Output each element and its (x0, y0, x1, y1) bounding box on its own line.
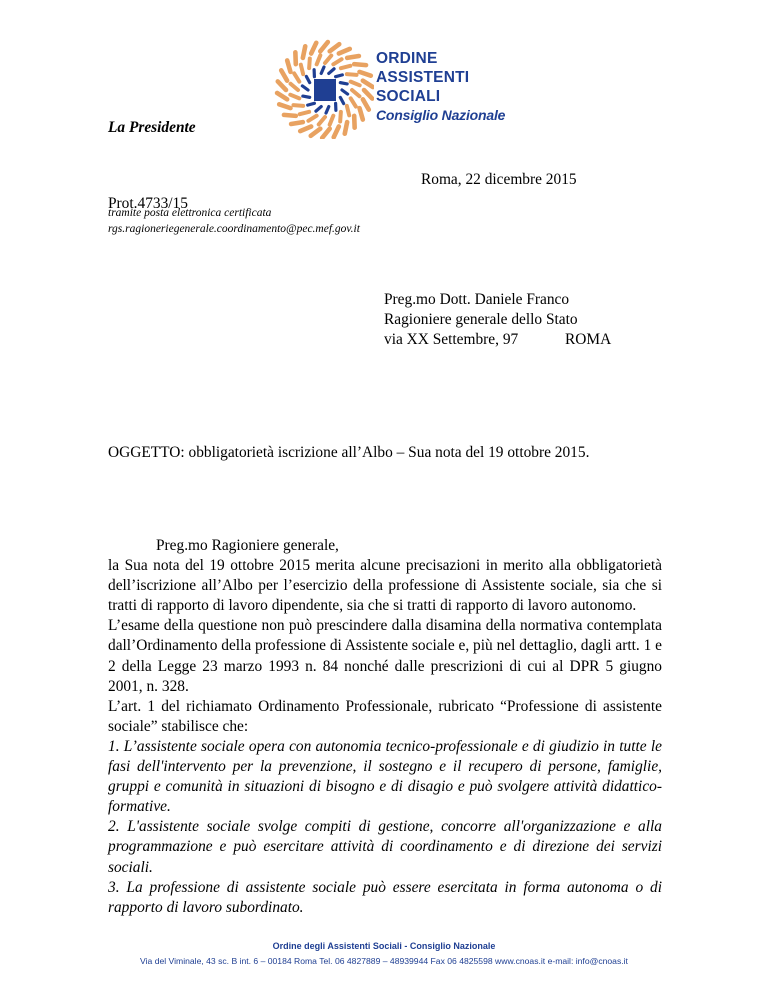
logo-ray (308, 116, 316, 121)
logo-ray (351, 82, 360, 86)
logo-ray (287, 60, 290, 71)
logo-ray (311, 129, 321, 136)
logo-ray (303, 46, 305, 58)
footer-organization: Ordine degli Assistenti Sociali - Consiglio Nazionale (272, 941, 496, 951)
logo-ray (306, 76, 309, 82)
logo-ray (309, 58, 310, 68)
logo-ray (322, 129, 330, 138)
logo-ray (316, 107, 321, 112)
logo-ray (352, 90, 359, 96)
logo-ray (279, 104, 290, 108)
quoted-clause-2: 2. L'assistente sociale svolge compiti di gestione, concorre all'organizzazione e alla programmazione e può esercitare attività di coordinamento e di direzione dei servizi sociali. (108, 818, 662, 876)
logo-ray (360, 72, 371, 76)
logo-ray (302, 86, 308, 90)
salutation: Preg.mo Ragioniere generale, (156, 537, 339, 554)
logo-ray (320, 42, 328, 51)
place-date: Roma, 22 dicembre 2015 (421, 171, 577, 188)
logo-ray (303, 96, 310, 97)
logo-text-line3: SOCIALI (376, 88, 441, 105)
logo-ray (347, 74, 357, 75)
logo-ray (363, 99, 369, 109)
logo-text-line4: Consiglio Nazionale (376, 107, 506, 123)
body-paragraph-3: L’art. 1 del richiamato Ordinamento Professionale, rubricato “Professione di assistente sociale” stabilisce che: (108, 697, 662, 735)
logo-ray (354, 64, 366, 65)
body-paragraph-2: L’esame della questione non può prescindere dalla disamina della normativa contemplata dall’Ordinamento della professione di Assistente sociale e, più nel dettaglio, dagli artt. 1 e 2 della Legge 23 marzo 1993 n. 84 nonché dalle prescrizioni di cui al DPR 5 giugno 2001, n. 328. (108, 617, 662, 695)
logo-ray (300, 112, 309, 114)
pec-address: rgs.ragioneriegenerale.coordinamento@pec.mef.gov.it (108, 223, 360, 235)
logo-ray (317, 55, 321, 64)
logo-sunburst-icon (274, 39, 374, 139)
recipient-title: Ragioniere generale dello Stato (384, 311, 578, 328)
logo-ray (301, 65, 303, 74)
recipient-city: ROMA (565, 331, 612, 348)
logo-ray (363, 81, 373, 87)
logo-ray (360, 108, 363, 119)
logo-ray (277, 93, 287, 99)
logo-ray (300, 126, 311, 131)
logo-ray (278, 81, 286, 90)
logo-ray (290, 95, 299, 99)
logo-ray (347, 106, 349, 115)
logo-ray (336, 75, 343, 77)
logo-ray (351, 98, 356, 106)
quoted-clause-1: 1. L’assistente sociale opera con autonomia tecnico-professionale e di giudizio in tutte le fasi dell'intervento per la prevenzione, il sostegno e il recupero di persone, famiglie, gruppi e comunità in situazioni di bisogno e di disagio e può svolgere attività didattico-formative. (108, 737, 662, 816)
logo-ray (347, 56, 359, 58)
logo-text-line1: ORDINE (376, 50, 438, 67)
logo-ray (326, 107, 329, 113)
body-paragraph-1: la Sua nota del 19 ottobre 2015 merita alcune precisazioni in merito alla obbligatorietà dell’iscrizione all’Albo per l’esercizio della professione di Assistente sociale, sia che si tratti di rapporto di lavoro dipendente, sia che si tratti di rapporto di lavoro autonomo. (108, 557, 662, 615)
quoted-clause-3: 3. La professione di assistente sociale può essere esercitata in forma autonoma o di rapporto di lavoro subordinato. (108, 878, 662, 916)
logo-ray (321, 67, 324, 73)
protocol-number: Prot.4733/15 (108, 195, 188, 212)
footer-contacts: Via del Viminale, 43 sc. B int. 6 – 00184 Roma Tel. 06 4827889 – 48939944 Fax 06 4825598 www.cnoas.it e-mail: info@cnoas.it (140, 956, 628, 966)
logo-ray (319, 117, 325, 124)
letter-subject: OGGETTO: obbligatorietà iscrizione all’Albo – Sua nota del 19 ottobre 2015. (108, 444, 590, 461)
logo-ray (341, 66, 350, 68)
logo-ray (311, 43, 316, 54)
recipient-address: via XX Settembre, 97 (384, 331, 519, 348)
logo-ray (330, 44, 340, 51)
sender-role: La Presidente (108, 119, 196, 136)
logo-ray (340, 83, 347, 84)
logo-text-line2: ASSISTENTI (376, 69, 470, 86)
logo-ray (284, 115, 296, 116)
logo-ray (345, 122, 347, 134)
logo-ray (291, 84, 298, 90)
logo-ray (294, 73, 299, 81)
transmission-note: tramite posta elettronica certificata (108, 207, 272, 219)
logo-ray (339, 49, 350, 54)
logo-ray (293, 105, 303, 106)
logo-ray (340, 97, 343, 103)
logo-ray (364, 90, 372, 99)
logo-ray (325, 56, 331, 63)
logo-ray (342, 90, 348, 94)
logo-ray (329, 69, 334, 74)
logo-ray (308, 103, 315, 105)
logo-ray (334, 126, 339, 137)
logo-ray (281, 70, 287, 80)
letter-body (108, 536, 662, 918)
logo-ray (340, 112, 341, 122)
logo-ray (333, 59, 341, 64)
logo-ray (330, 116, 334, 125)
logo-ray (291, 122, 303, 124)
recipient-name: Preg.mo Dott. Daniele Franco (384, 291, 570, 308)
